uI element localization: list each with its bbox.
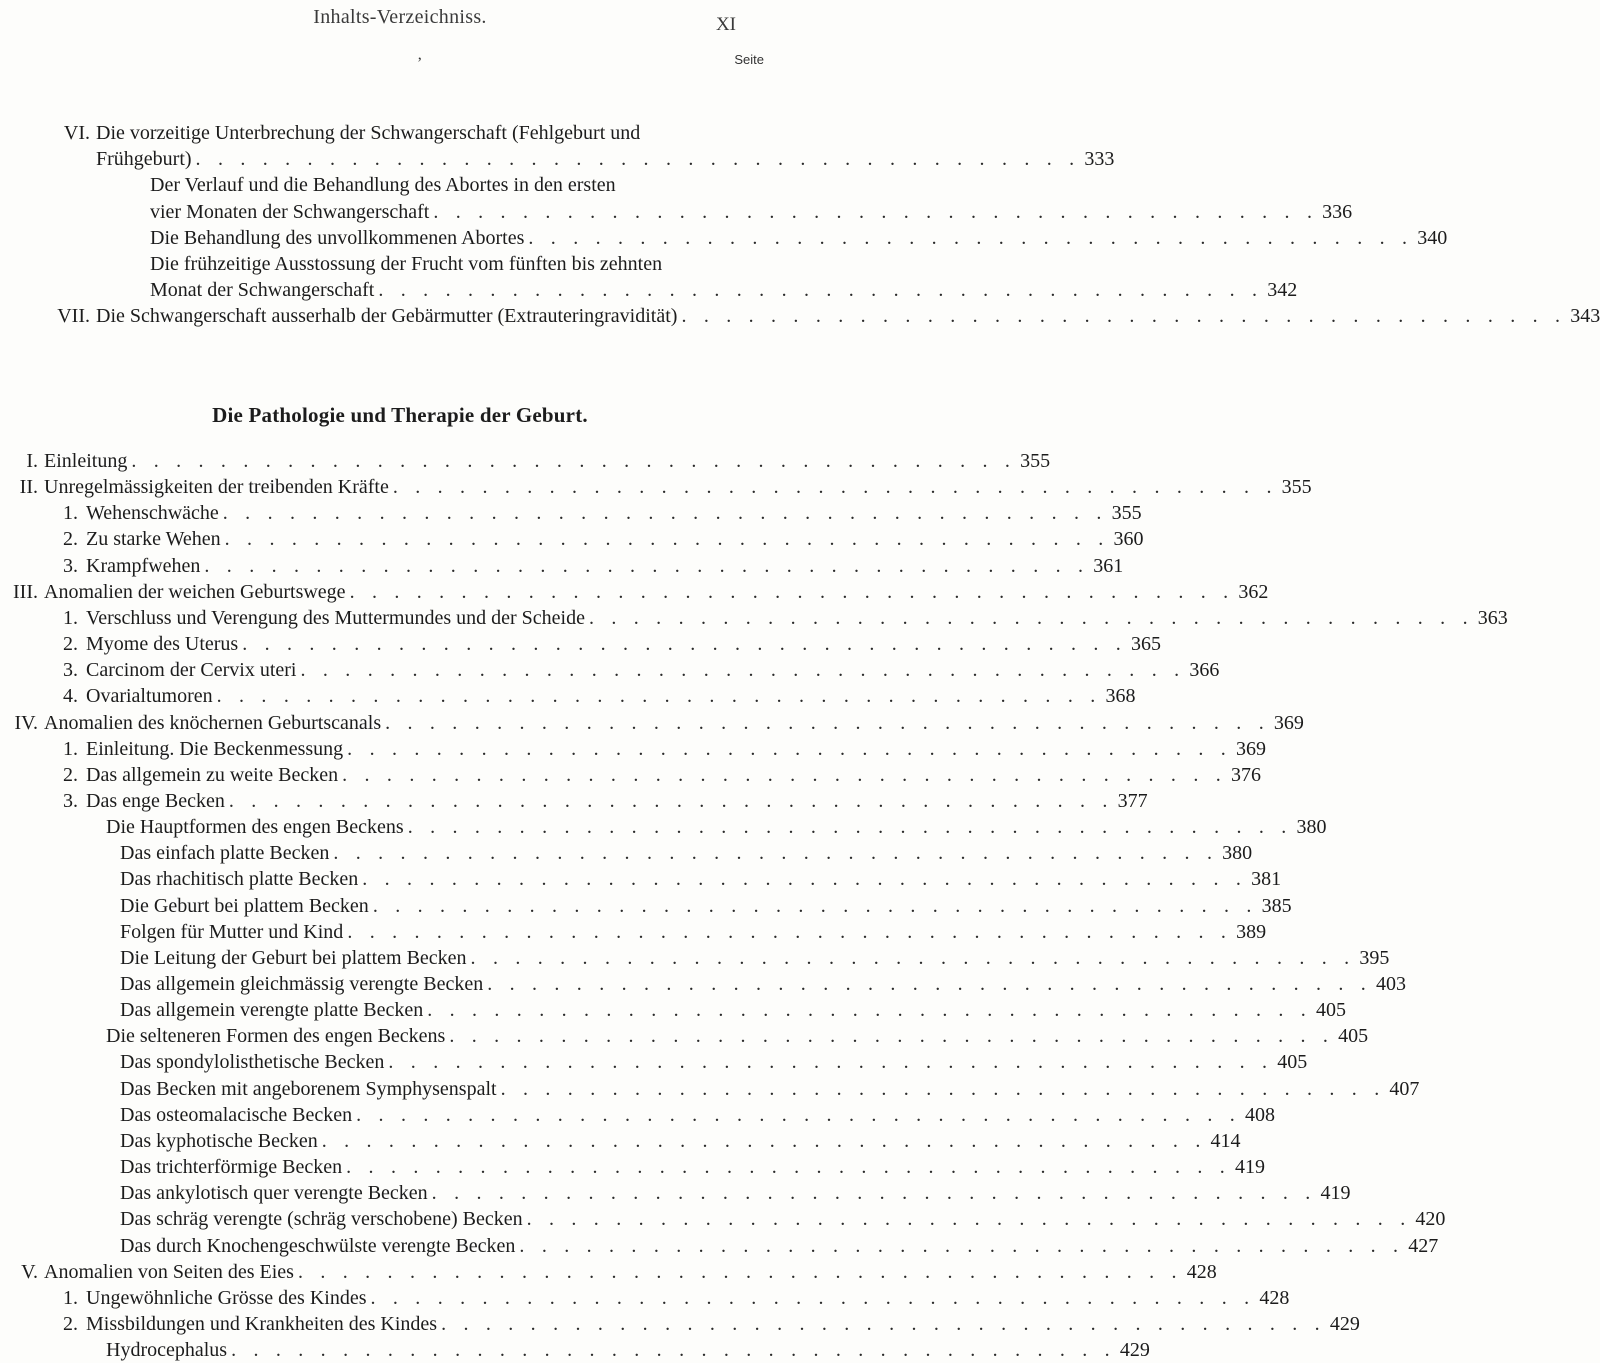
toc-entry-number: II. xyxy=(19,476,38,499)
seite-column-label: Seite xyxy=(734,52,764,67)
toc-entry-page: 342 xyxy=(1267,279,1298,302)
toc-entry-page: 408 xyxy=(1244,1103,1275,1126)
toc-entry xyxy=(86,605,1508,631)
toc-entry-page: 365 xyxy=(1131,633,1162,656)
dot-leader: . . . . . . . . . . . . . . . . . . . . . . . . . . . . . . . . . . . . . . . . xyxy=(342,763,1227,786)
toc-entry xyxy=(106,1337,1150,1363)
toc-entry xyxy=(120,866,1282,892)
toc-entry xyxy=(120,1233,1439,1259)
toc-entry-title: Verschluss und Verengung des Muttermundes und der Scheide xyxy=(86,606,585,629)
dot-leader: . . . . . . . . . . . . . . . . . . . . . . . . . . . . . . . . . . . . . . . . xyxy=(242,633,1128,656)
toc-entry-page: 333 xyxy=(1084,148,1115,171)
toc-entry xyxy=(86,500,1142,526)
toc-entry-number: 2. xyxy=(63,763,78,786)
toc-entry-title: Das durch Knochengeschwülste verengte Becken xyxy=(120,1234,516,1257)
toc-entry-page: 362 xyxy=(1238,580,1269,603)
section-heading: Die Pathologie und Therapie der Geburt. xyxy=(212,403,588,427)
toc-entry-page: 419 xyxy=(1320,1182,1351,1205)
toc-entry-title: Einleitung. Die Beckenmessung xyxy=(86,737,344,760)
toc-entry-title: Carcinom der Cervix uteri xyxy=(86,659,297,682)
dot-leader: . . . . . . . . . . . . . . . . . . . . . . . . . . . . . . . . . . . . . . . . xyxy=(500,1077,1386,1100)
toc-entry-title: Zu starke Wehen xyxy=(86,528,221,551)
toc-entry-number: 2. xyxy=(63,1312,78,1335)
toc-entry-title: Der Verlauf und die Behandlung des Abortes in den ersten xyxy=(150,174,616,197)
dot-leader: . . . . . . . . . . . . . . . . . . . . . . . . . . . . . . . . . . . . . . . . xyxy=(224,528,1110,551)
toc-entry-number: III. xyxy=(13,580,38,603)
dot-leader: . . . . . . . . . . . . . . . . . . . . . . . . . . . . . . . . . . . . . . . . xyxy=(681,305,1567,328)
toc-entry xyxy=(86,683,1136,709)
toc-entry-title: Einleitung xyxy=(44,450,128,472)
toc-entry-page: 419 xyxy=(1234,1156,1265,1179)
toc-entry-page: 360 xyxy=(1113,528,1144,551)
toc-entry xyxy=(150,277,1298,303)
dot-leader: . . . . . . . . . . . . . . . . . . . . . . . . . . . . . . . . . . . . . . . . xyxy=(362,868,1248,891)
toc-entry-title: Das trichterförmige Becken xyxy=(120,1156,343,1179)
dot-leader: . . . . . . . . . . . . . . . . . . . . . . . . . . . . . . . . . . . . . . . . xyxy=(528,226,1414,249)
toc-entry-page: 381 xyxy=(1251,868,1282,891)
toc-entry xyxy=(120,1180,1351,1206)
toc-entry xyxy=(96,303,1600,329)
toc-entry-title: Folgen für Mutter und Kind xyxy=(120,920,344,943)
toc-entry xyxy=(120,945,1390,971)
printer-mark: ‚ xyxy=(417,46,423,63)
dot-leader: . . . . . . . . . . . . . . . . . . . . . . . . . . . . . . . . . . . . . . . . xyxy=(195,148,1081,171)
toc-entry-page: 355 xyxy=(1020,450,1051,472)
toc-entry xyxy=(120,1128,1241,1154)
toc-entry-title: Myome des Uterus xyxy=(86,633,239,656)
toc-entry xyxy=(120,1154,1265,1180)
toc-entry-page: 429 xyxy=(1329,1312,1360,1335)
toc-entry-number: 1. xyxy=(63,1286,78,1309)
toc-entry-page: 414 xyxy=(1210,1129,1241,1152)
toc-entry xyxy=(44,1259,1217,1285)
toc-entry-number: 3. xyxy=(63,659,78,682)
dot-leader: . . . . . . . . . . . . . . . . . . . . . . . . . . . . . . . . . . . . . . . . xyxy=(392,476,1278,499)
toc-entry xyxy=(150,172,742,198)
toc-entry-page: 407 xyxy=(1389,1077,1420,1100)
toc-entry-title: Missbildungen und Krankheiten des Kindes xyxy=(86,1312,438,1335)
toc-entry-page: 420 xyxy=(1415,1208,1446,1231)
toc-entry-page: 369 xyxy=(1273,711,1304,734)
dot-leader: . . . . . . . . . . . . . . . . . . . . . . . . . . . . . . . . . . . . . . . . xyxy=(449,1025,1335,1048)
dot-leader: . . . . . . . . . . . . . . . . . . . . . . . . . . . . . . . . . . . . . . . . xyxy=(372,894,1258,917)
toc-entry-title: Die frühzeitige Ausstossung der Frucht vom fünften bis zehnten xyxy=(150,253,663,275)
toc-entry-page: 366 xyxy=(1189,659,1220,682)
toc-entry-number: 1. xyxy=(63,502,78,525)
toc-entry-title: Das enge Becken xyxy=(86,789,225,812)
toc-entry-title: Monat der Schwangerschaft xyxy=(150,279,375,302)
toc-entry-page: 405 xyxy=(1338,1025,1369,1048)
toc-entry-page: 343 xyxy=(1570,305,1600,328)
toc-entry-title: Das rhachitisch platte Becken xyxy=(120,868,359,891)
toc-entry-title: Ungewöhnliche Grösse des Kindes xyxy=(86,1286,367,1309)
toc-entry-number: IV. xyxy=(14,711,38,734)
toc-entry-title: Das allgemein verengte platte Becken xyxy=(120,999,424,1022)
toc-entry xyxy=(86,1285,1290,1311)
toc-entry-title: Die Hauptformen des engen Beckens xyxy=(106,816,404,839)
toc-entry-title: Das ankylotisch quer verengte Becken xyxy=(120,1182,428,1205)
toc-entry xyxy=(86,631,1162,657)
dot-leader: . . . . . . . . . . . . . . . . . . . . . . . . . . . . . . . . . . . . . . . . xyxy=(231,1339,1116,1362)
dot-leader: . . . . . . . . . . . . . . . . . . . . . . . . . . . . . . . . . . . . . . . . xyxy=(300,659,1186,682)
dot-leader: . . . . . . . . . . . . . . . . . . . . . . . . . . . . . . . . . . . . . . . . xyxy=(519,1234,1405,1257)
toc-entry xyxy=(150,225,1448,251)
toc-entry-page: 368 xyxy=(1105,685,1136,708)
toc-entry-page: 336 xyxy=(1322,200,1353,223)
dot-leader: . . . . . . . . . . . . . . . . . . . . . . . . . . . . . . . . . . . . . . . . xyxy=(470,946,1356,969)
page-number: XI xyxy=(715,14,736,35)
dot-leader: . . . . . . . . . . . . . . . . . . . . . . . . . . . . . . . . . . . . . . . . xyxy=(588,606,1474,629)
toc-entry-page: 340 xyxy=(1417,226,1448,249)
dot-leader: . . . . . . . . . . . . . . . . . . . . . . . . . . . . . . . . . . . . . . . . xyxy=(356,1103,1241,1126)
dot-leader: . . . . . . . . . . . . . . . . . . . . . . . . . . . . . . . . . . . . . . . . xyxy=(228,789,1114,812)
toc-entry xyxy=(44,579,1269,605)
toc-entry-title: Anomalien des knöchernen Geburtscanals xyxy=(44,711,382,734)
dot-leader: . . . . . . . . . . . . . . . . . . . . . . . . . . . . . . . . . . . . . . . . xyxy=(333,842,1219,865)
toc-entry xyxy=(96,120,742,146)
toc-entry xyxy=(150,199,1353,225)
dot-leader: . . . . . . . . . . . . . . . . . . . . . . . . . . . . . . . . . . . . . . . . xyxy=(131,450,1017,472)
dot-leader: . . . . . . . . . . . . . . . . . . . . . . . . . . . . . . . . . . . . . . . . xyxy=(431,1182,1317,1205)
toc-entry-title: Unregelmässigkeiten der treibenden Kräfte xyxy=(44,476,389,499)
toc-entry-page: 428 xyxy=(1186,1260,1217,1283)
toc-entry-title: Frühgeburt) xyxy=(96,148,192,171)
toc-entry-number: 2. xyxy=(63,633,78,656)
toc-entry xyxy=(44,448,1051,474)
dot-leader: . . . . . . . . . . . . . . . . . . . . . . . . . . . . . . . . . . . . . . . . xyxy=(349,580,1235,603)
toc-entry-title: Wehenschwäche xyxy=(86,502,219,525)
toc-entry-title: Die Behandlung des unvollkommenen Abortes xyxy=(150,226,525,249)
toc-entry xyxy=(120,840,1253,866)
toc-entry-title: Anomalien von Seiten des Eies xyxy=(44,1260,294,1283)
toc-entry xyxy=(150,251,742,277)
toc-entry xyxy=(86,736,1266,762)
toc-entry-title: Das Becken mit angeborenem Symphysenspalt xyxy=(120,1077,497,1100)
toc-entry-number: 3. xyxy=(63,554,78,577)
toc-entry-page: 395 xyxy=(1359,946,1390,969)
toc-entry xyxy=(86,788,1148,814)
dot-leader: . . . . . . . . . . . . . . . . . . . . . . . . . . . . . . . . . . . . . . . . xyxy=(216,685,1102,708)
toc-entry-page: 355 xyxy=(1281,476,1312,499)
dot-leader: . . . . . . . . . . . . . . . . . . . . . . . . . . . . . . . . . . . . . . . . xyxy=(388,1051,1274,1074)
toc-entry xyxy=(120,1102,1275,1128)
toc-entry-title: Anomalien der weichen Geburtswege xyxy=(44,580,346,603)
toc-entry xyxy=(86,657,1220,683)
toc-entry-page: 427 xyxy=(1408,1234,1439,1257)
dot-leader: . . . . . . . . . . . . . . . . . . . . . . . . . . . . . . . . . . . . . . . . xyxy=(441,1312,1326,1335)
dot-leader: . . . . . . . . . . . . . . . . . . . . . . . . . . . . . . . . . . . . . . . . xyxy=(526,1208,1412,1231)
dot-leader: . . . . . . . . . . . . . . . . . . . . . . . . . . . . . . . . . . . . . . . . xyxy=(321,1129,1207,1152)
toc-entry xyxy=(120,919,1267,945)
toc-entry-number: V. xyxy=(21,1260,38,1283)
toc-entry xyxy=(120,997,1347,1023)
toc-entry-page: 389 xyxy=(1236,920,1267,943)
toc-entry-page: 361 xyxy=(1093,554,1124,577)
toc-entry xyxy=(106,814,1327,840)
toc-entry-page: 429 xyxy=(1119,1339,1150,1362)
dot-leader: . . . . . . . . . . . . . . . . . . . . . . . . . . . . . . . . . . . . . . . . xyxy=(297,1260,1183,1283)
dot-leader: . . . . . . . . . . . . . . . . . . . . . . . . . . . . . . . . . . . . . . . . xyxy=(378,279,1264,302)
toc-entry-title: vier Monaten der Schwangerschaft xyxy=(150,200,430,223)
dot-leader: . . . . . . . . . . . . . . . . . . . . . . . . . . . . . . . . . . . . . . . . xyxy=(347,920,1233,943)
toc-entry-page: 403 xyxy=(1376,973,1407,995)
toc-entry-page: 428 xyxy=(1259,1286,1290,1309)
toc-entry-page: 380 xyxy=(1222,842,1253,865)
toc-entry-title: Die Schwangerschaft ausserhalb der Gebärmutter (Extrauteringravidität) xyxy=(96,305,678,328)
toc-entry-number: VII. xyxy=(57,305,90,328)
dot-leader: . . . . . . . . . . . . . . . . . . . . . . . . . . . . . . . . . . . . . . . . xyxy=(222,502,1108,525)
toc-entry-page: 376 xyxy=(1230,763,1261,786)
toc-entry-title: Das allgemein zu weite Becken xyxy=(86,763,339,786)
toc-entry xyxy=(44,710,1304,736)
toc-entry xyxy=(106,1023,1369,1049)
toc-entry xyxy=(120,1206,1446,1232)
running-head-title: Inhalts-Verzeichniss. xyxy=(313,6,487,28)
toc-entry-page: 363 xyxy=(1477,606,1508,629)
toc-entry-page: 380 xyxy=(1296,816,1327,839)
toc-entry-title: Das osteomalacische Becken xyxy=(120,1103,353,1126)
toc-entry-page: 355 xyxy=(1111,502,1142,525)
toc-entry-number: 2. xyxy=(63,528,78,551)
dot-leader: . . . . . . . . . . . . . . . . . . . . . . . . . . . . . . . . . . . . . . . . xyxy=(385,711,1270,734)
toc-entry-number: 4. xyxy=(63,685,78,708)
toc-entry xyxy=(120,971,1407,997)
dot-leader: . . . . . . . . . . . . . . . . . . . . . . . . . . . . . . . . . . . . . . . . xyxy=(407,816,1293,839)
toc-entry-title: Das spondylolisthetische Becken xyxy=(120,1051,385,1074)
toc-entry-page: 405 xyxy=(1316,999,1347,1022)
toc-entry-title: Das einfach platte Becken xyxy=(120,842,330,865)
toc-entry xyxy=(120,893,1292,919)
dot-leader: . . . . . . . . . . . . . . . . . . . . . . . . . . . . . . . . . . . . . . . . xyxy=(427,999,1313,1022)
dot-leader: . . . . . . . . . . . . . . . . . . . . . . . . . . . . . . . . . . . . . . . . xyxy=(346,1156,1231,1179)
dot-leader: . . . . . . . . . . . . . . . . . . . . . . . . . . . . . . . . . . . . . . . . xyxy=(370,1286,1256,1309)
toc-entry xyxy=(86,553,1124,579)
toc-entry xyxy=(96,146,1115,172)
toc-entry xyxy=(44,474,1312,500)
toc-entry-title: Hydrocephalus xyxy=(106,1339,228,1362)
toc-entry xyxy=(86,526,1144,552)
toc-entry-page: 369 xyxy=(1235,737,1266,760)
toc-entry-number: 1. xyxy=(63,737,78,760)
toc-entry xyxy=(120,1076,1420,1102)
dot-leader: . . . . . . . . . . . . . . . . . . . . . . . . . . . . . . . . . . . . . . . . xyxy=(347,737,1232,760)
toc-entry-page: 385 xyxy=(1261,894,1292,917)
toc-entry-title: Ovarialtumoren xyxy=(86,685,213,708)
toc-entry-title: Krampfwehen xyxy=(86,554,201,577)
dot-leader: . . . . . . . . . . . . . . . . . . . . . . . . . . . . . . . . . . . . . . . . xyxy=(487,973,1373,995)
toc-entry-number: VI. xyxy=(63,122,90,144)
toc-entry-page: 405 xyxy=(1277,1051,1308,1074)
toc-entry-title: Das kyphotische Becken xyxy=(120,1129,318,1152)
toc-entry-title: Die Geburt bei plattem Becken xyxy=(120,894,369,917)
toc-entry-title: Die vorzeitige Unterbrechung der Schwangerschaft (Fehlgeburt und xyxy=(96,122,641,144)
toc-entry-title: Die selteneren Formen des engen Beckens xyxy=(106,1025,446,1048)
toc-entry-title: Das allgemein gleichmässig verengte Becken xyxy=(120,973,484,995)
dot-leader: . . . . . . . . . . . . . . . . . . . . . . . . . . . . . . . . . . . . . . . . xyxy=(433,200,1319,223)
toc-entry-title: Das schräg verengte (schräg verschobene) Becken xyxy=(120,1208,523,1231)
toc-entry-title: Die Leitung der Geburt bei plattem Becken xyxy=(120,946,467,969)
toc-entry-page: 377 xyxy=(1117,789,1148,812)
toc-entry xyxy=(86,762,1261,788)
dot-leader: . . . . . . . . . . . . . . . . . . . . . . . . . . . . . . . . . . . . . . . . xyxy=(204,554,1090,577)
toc-entry-number: 1. xyxy=(63,606,78,629)
toc-entry xyxy=(120,1049,1308,1075)
toc-entry-number: 3. xyxy=(63,789,78,812)
toc-entry-number: I. xyxy=(26,450,38,472)
toc-entry xyxy=(86,1311,1360,1337)
